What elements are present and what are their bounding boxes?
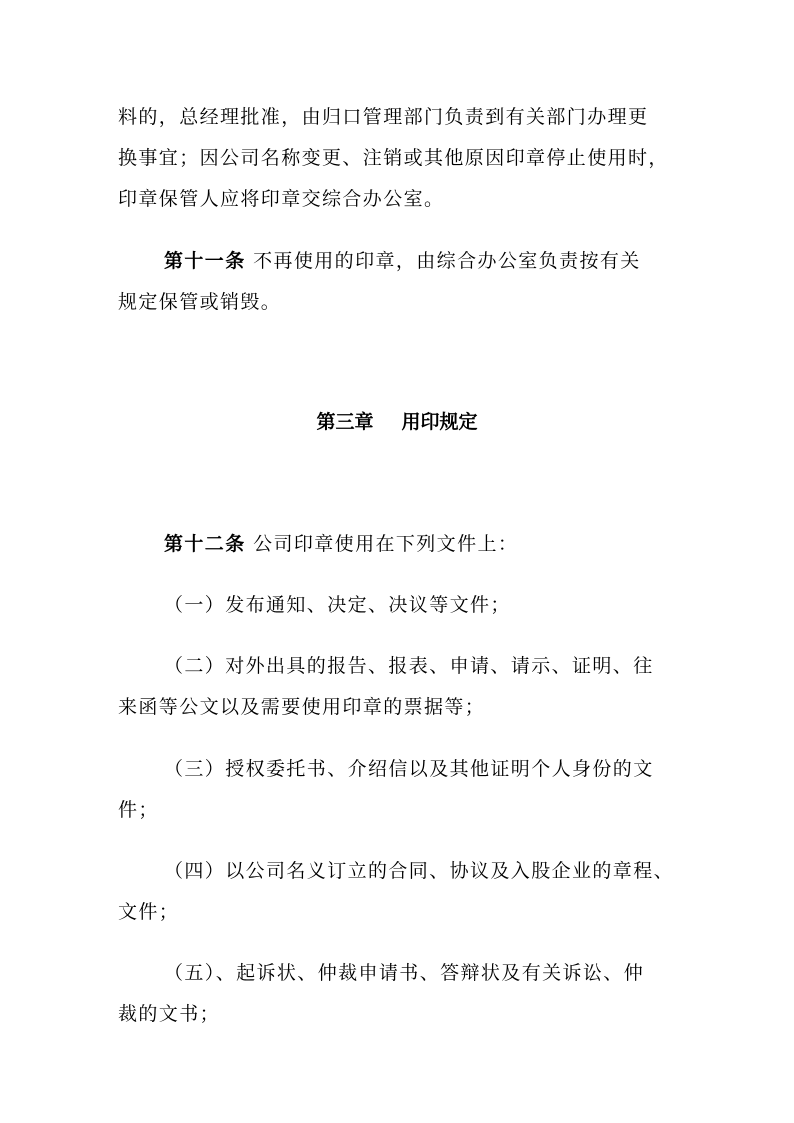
list-item-4-line-2: 文件； [118,901,180,923]
list-item-1: （一）发布通知、决定、决议等文件； [164,594,511,616]
chapter-title: 用印规定 [401,411,478,433]
list-item-3-line-2: 件； [118,799,159,821]
list-item-5-line-1: （五）、起诉状、仲裁申请书、答辩状及有关诉讼、仲 [164,962,645,984]
article-11-line-2: 规定保管或销毁。 [118,291,282,313]
article-11-text: 不再使用的印章，由综合办公室负责按有关 [253,250,641,272]
list-item-3-line-1: （三）授权委托书、介绍信以及其他证明个人身份的文 [164,758,654,780]
list-item-5-line-2: 裁的文书； [118,1003,221,1025]
article-12-line [164,532,518,556]
article-12-text: 公司印章使用在下列文件上： [253,533,519,555]
article-12-label: 第十二条 [164,533,246,555]
list-item-2-line-1: （二）对外出具的报告、报表、申请、请示、证明、往 [164,655,654,677]
list-item-2-line-2: 来函等公文以及需要使用印章的票据等； [118,696,486,718]
chapter-heading [0,410,794,434]
article-11-line-1 [164,249,641,273]
list-item-4-line-1: （四）以公司名义订立的合同、协议及入股企业的章程、 [164,860,675,882]
paragraph-line: 印章保管人应将印章交综合办公室。 [118,188,445,210]
chapter-number: 第三章 [316,411,374,433]
paragraph-line: 换事宜；因公司名称变更、注销或其他原因印章停止使用时， [118,147,669,169]
article-11-label: 第十一条 [164,250,246,272]
paragraph-line: 料的，总经理批准，由归口管理部门负责到有关部门办理更 [118,106,649,128]
